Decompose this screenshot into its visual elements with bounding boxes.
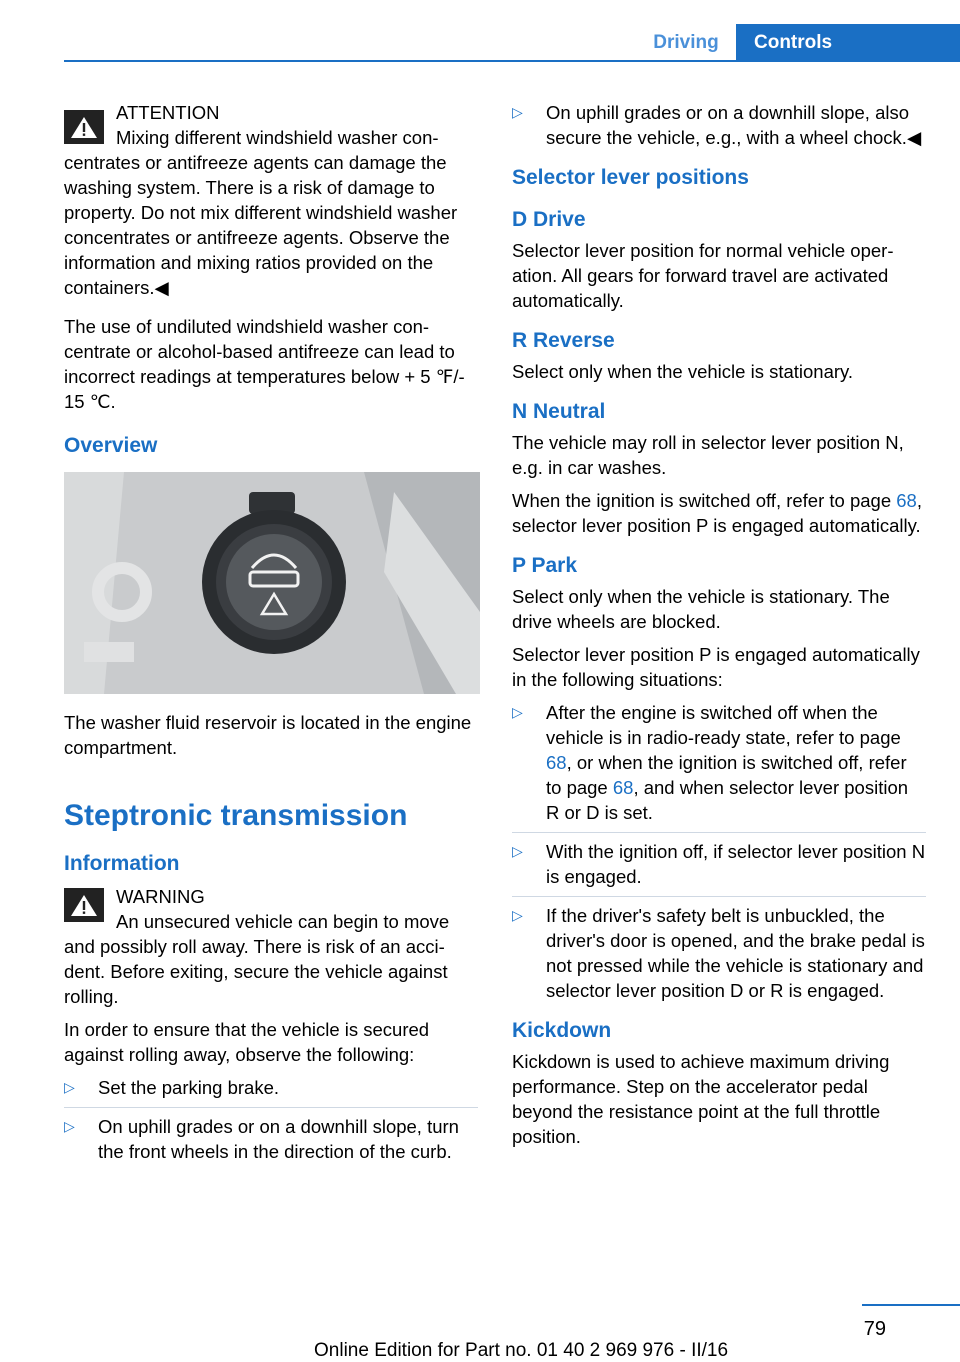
- park-list: [512, 700, 926, 1003]
- page-link[interactable]: 68: [546, 752, 567, 773]
- right-column: [512, 100, 926, 1157]
- header-tab-driving[interactable]: Driving: [653, 32, 719, 53]
- drive-text: Selector lever position for normal vehicle operation. All gears for forward travel are activated automatically.: [512, 240, 894, 311]
- footer-rule: [862, 1304, 960, 1306]
- warning-text: An unsecured vehicle can begin to move and possibly roll away. There is risk of an accident. Before exiting, secure the vehicle against rolling.: [64, 911, 450, 1007]
- bullet-icon: ▷: [64, 1118, 75, 1134]
- warning-triangle-icon: [64, 888, 104, 922]
- warning-title: WARNING: [116, 886, 205, 907]
- header-rule: [64, 60, 960, 62]
- attention-text: Mixing different windshield washer concentrates or antifreeze agents can damage the washing system. There is a risk of damage to property. Do not mix different windshield washer concentrates or antifreeze agents. Observe the information and mixing ratios provided on the containers.◀: [64, 127, 458, 298]
- page-link[interactable]: 68: [612, 777, 634, 798]
- drive-heading: D Drive: [512, 208, 586, 231]
- reverse-text: Select only when the vehicle is stationary.: [512, 361, 854, 382]
- list-item-text: With the ignition off, if selector lever position N is engaged.: [546, 841, 926, 887]
- list-item: [512, 100, 926, 150]
- park-text-2: Selector lever position P is engaged automatically in the following situations:: [512, 644, 920, 690]
- selector-heading: Selector lever positions: [512, 166, 749, 189]
- list-item: [64, 1075, 478, 1100]
- page-number: 79: [863, 1318, 886, 1340]
- kickdown-text: Kickdown is used to achieve maximum driving performance. Step on the accelerator pedal beyond the resistance point at the full throttle position.: [512, 1051, 890, 1147]
- figure-caption: The washer fluid reservoir is located in the engine compartment.: [64, 712, 472, 758]
- undiluted-note: The use of undiluted windshield washer concentrate or alcohol-based antifreeze can lead to incorrect readings at temperatures below + 5 ℉/- 15 ℃.: [64, 316, 465, 412]
- page-link[interactable]: 68: [896, 490, 917, 511]
- list-item: [512, 839, 926, 889]
- neutral-text: The vehicle may roll in selector lever position N, e.g. in car washes.: [512, 432, 904, 478]
- bullet-icon: ▷: [64, 1079, 75, 1095]
- attention-title: ATTENTION: [116, 102, 220, 123]
- secure-intro: In order to ensure that the vehicle is secured against rolling away, observe the following:: [64, 1019, 430, 1065]
- list-item: [512, 903, 926, 1003]
- attention-block: [64, 100, 478, 300]
- neutral-heading: N Neutral: [512, 400, 606, 423]
- warning-block: [64, 884, 478, 1009]
- section-title: Steptronic transmission: [64, 799, 408, 832]
- secure-list: [64, 1075, 478, 1164]
- park-heading: P Park: [512, 554, 577, 577]
- list-item-text: Set the parking brake.: [98, 1077, 279, 1098]
- list-item-text: On uphill grades or on a downhill slope, also secure the vehicle, e.g., with a wheel chock.◀: [546, 102, 922, 148]
- information-heading: Information: [64, 852, 180, 875]
- bullet-icon: ▷: [512, 843, 523, 859]
- reverse-heading: R Reverse: [512, 329, 615, 352]
- divider: [512, 896, 926, 897]
- list-item-text: On uphill grades or on a downhill slope, turn the front wheels in the direction of the curb.: [98, 1116, 459, 1162]
- list-item-text: If the driver's safety belt is unbuckled, the driver's door is opened, and the brake pedal is not pressed while the vehicle is stationary and selector lever position D or R is engaged.: [546, 905, 925, 1001]
- list-item: [64, 1114, 478, 1164]
- park-text: Select only when the vehicle is stationary. The drive wheels are blocked.: [512, 586, 890, 632]
- warning-triangle-icon: [64, 110, 104, 144]
- edition-footer: Online Edition for Part no. 01 40 2 969 976 - II/16: [314, 1340, 729, 1361]
- continued-list: [512, 100, 926, 150]
- left-column: [64, 100, 478, 1172]
- bullet-icon: ▷: [512, 704, 523, 720]
- bullet-icon: ▷: [512, 104, 523, 120]
- overview-heading: Overview: [64, 434, 158, 457]
- kickdown-heading: Kickdown: [512, 1019, 612, 1042]
- divider: [64, 1107, 478, 1108]
- washer-reservoir-figure: [64, 472, 480, 694]
- bullet-icon: ▷: [512, 907, 523, 923]
- divider: [512, 832, 926, 833]
- neutral-text-2: When the ignition is switched off, refer to page 68, selector lever position P is engaged automatically.: [512, 490, 922, 536]
- header-tab-controls[interactable]: Controls: [736, 24, 960, 62]
- list-item: ▷ After the engine is switched off when the vehicle is in radio-ready state, refer to page 68, or when the ignition is switched off, refer to page 68, and when selector lever position R or D is set.: [512, 702, 909, 823]
